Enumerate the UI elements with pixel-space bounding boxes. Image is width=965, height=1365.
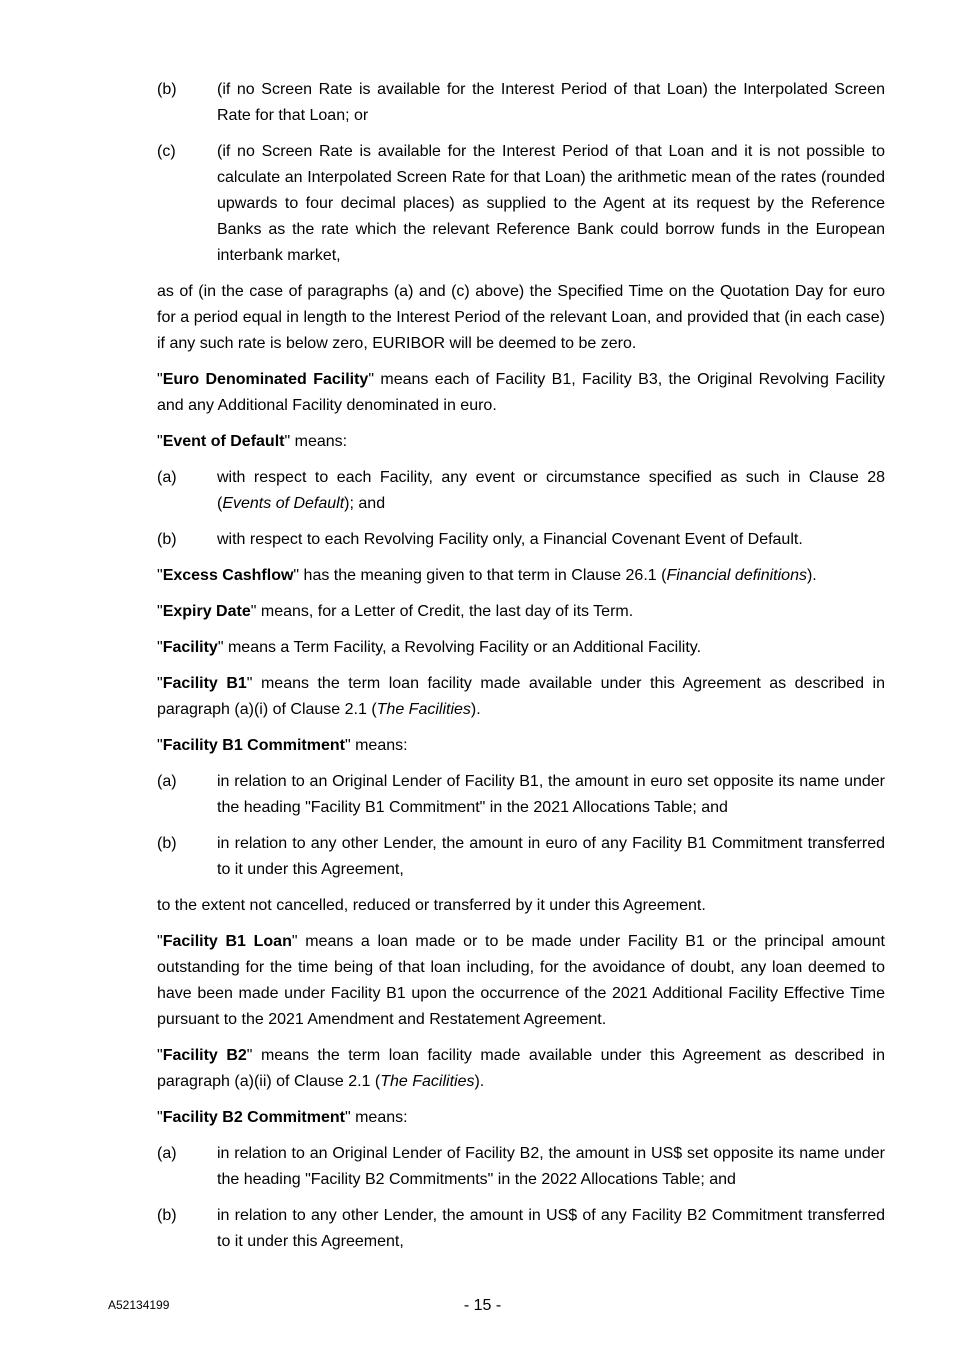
list-text: with respect to each Facility, any event or circumstance specified as such in Clause 28 (Events of Default); and (217, 469, 885, 512)
list-label: (c) (157, 143, 176, 160)
list-item (157, 831, 885, 883)
definition-paragraph: "Facility B1" means the term loan facility made available under this Agreement as described in paragraph (a)(i) of Clause 2.1 (The Facilities). (157, 675, 886, 718)
defined-term: Facility B1 Loan (162, 933, 292, 950)
list-text: in relation to an Original Lender of Facility B2, the amount in US$ set opposite its name under the heading "Facility B2 Commitments" in the 2022 Allocations Table; and (217, 1145, 885, 1188)
list-label: (b) (157, 1207, 177, 1224)
definition-paragraph: "Expiry Date" means, for a Letter of Credit, the last day of its Term. (157, 603, 634, 620)
list-text: (if no Screen Rate is available for the Interest Period of that Loan and it is not possible to calculate an Interpolated Screen Rate for that Loan) the arithmetic mean of the rates (rounded upwards to four decimal places) as supplied to the Agent at its request by the Reference Banks as the rate which the relevant Reference Bank could borrow funds in the European interbank market, (217, 143, 885, 264)
definition-paragraph: "Facility B1 Commitment" means: (157, 737, 408, 754)
list-item (157, 465, 885, 517)
definition-paragraph: "Facility B2" means the term loan facility made available under this Agreement as described in paragraph (a)(ii) of Clause 2.1 (The Facilities). (157, 1047, 886, 1090)
list-item (157, 1203, 885, 1255)
list-text: with respect to each Revolving Facility only, a Financial Covenant Event of Default. (217, 531, 803, 548)
list-text: in relation to an Original Lender of Facility B1, the amount in euro set opposite its name under the heading "Facility B1 Commitment" in the 2021 Allocations Table; and (217, 773, 885, 816)
list-item (157, 77, 885, 129)
list-text: (if no Screen Rate is available for the Interest Period of that Loan) the Interpolated Screen Rate for that Loan; or (217, 81, 885, 124)
list-label: (b) (157, 81, 177, 98)
defined-term: Facility B2 (162, 1047, 247, 1064)
list-item (157, 1141, 885, 1193)
paragraph: to the extent not cancelled, reduced or transferred by it under this Agreement. (157, 897, 706, 914)
list-label: (b) (157, 835, 177, 852)
list-label: (a) (157, 773, 177, 790)
document-body (157, 77, 885, 1265)
defined-term: Excess Cashflow (162, 567, 294, 584)
defined-term: Euro Denominated Facility (162, 371, 369, 388)
list-label: (b) (157, 531, 177, 548)
defined-term: Facility B2 Commitment (162, 1109, 345, 1126)
paragraph: as of (in the case of paragraphs (a) and (c) above) the Specified Time on the Quotation Day for euro for a period equal in length to the Interest Period of the relevant Loan, and provided that (in each case) if any such rate is below zero, EURIBOR will be deemed to be zero. (157, 283, 885, 352)
defined-term: Facility B1 (162, 675, 247, 692)
list-label: (a) (157, 469, 177, 486)
document-reference: A52134199 (108, 1298, 170, 1312)
definition-paragraph: "Euro Denominated Facility" means each of Facility B1, Facility B3, the Original Revolving Facility and any Additional Facility denominated in euro. (157, 371, 886, 414)
defined-term: Facility B1 Commitment (162, 737, 345, 754)
list-item (157, 527, 885, 553)
definition-paragraph: "Event of Default" means: (157, 433, 348, 450)
definition-paragraph: "Facility B2 Commitment" means: (157, 1109, 408, 1126)
definition-paragraph: "Excess Cashflow" has the meaning given to that term in Clause 26.1 (Financial definitions). (157, 567, 817, 584)
definition-paragraph: "Facility" means a Term Facility, a Revolving Facility or an Additional Facility. (157, 639, 702, 656)
defined-term: Expiry Date (162, 603, 251, 620)
list-text: in relation to any other Lender, the amount in euro of any Facility B1 Commitment transferred to it under this Agreement, (217, 835, 885, 878)
defined-term: Facility (162, 639, 218, 656)
defined-term: Event of Default (162, 433, 285, 450)
definition-paragraph: "Facility B1 Loan" means a loan made or to be made under Facility B1 or the principal amount outstanding for the time being of that loan including, for the avoidance of doubt, any loan deemed to have been made under Facility B1 upon the occurrence of the 2021 Additional Facility Effective Time pursuant to the 2021 Amendment and Restatement Agreement. (157, 933, 885, 1028)
list-text: in relation to any other Lender, the amount in US$ of any Facility B2 Commitment transferred to it under this Agreement, (217, 1207, 885, 1250)
list-label: (a) (157, 1145, 177, 1162)
page-number: - 15 - (463, 1297, 502, 1314)
list-item (157, 139, 885, 269)
list-item (157, 769, 885, 821)
